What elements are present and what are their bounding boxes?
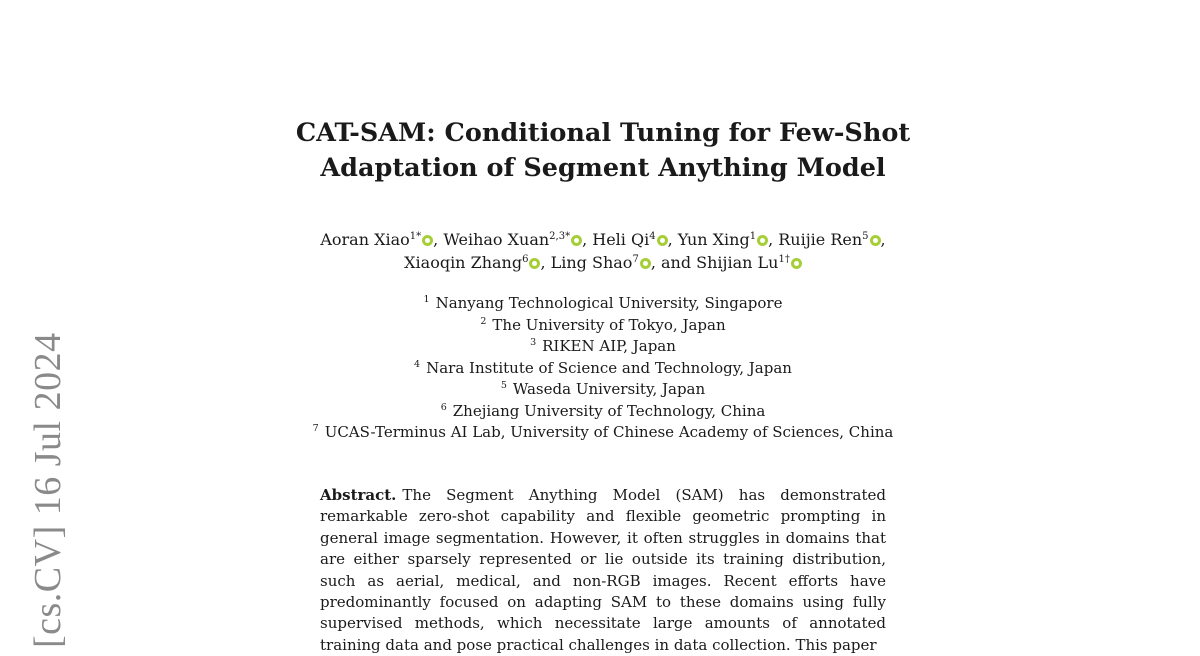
orcid-icon[interactable]: [657, 235, 668, 246]
author: [592, 230, 678, 249]
affiliation-number: 1: [423, 294, 430, 305]
author: [778, 230, 885, 249]
author: [443, 230, 592, 249]
author-affil-mark: 7: [632, 254, 639, 265]
affiliation: [260, 336, 946, 358]
author-affil-mark: 1†: [778, 254, 790, 265]
affiliation: [260, 422, 946, 444]
author-affil-mark: 6: [522, 254, 529, 265]
affiliation-number: 4: [414, 358, 421, 370]
orcid-icon[interactable]: [757, 235, 768, 246]
author-name: and Shijian Lu: [660, 253, 779, 272]
author: [404, 253, 550, 272]
orcid-icon[interactable]: [422, 235, 433, 246]
affiliation-number: 6: [440, 401, 447, 413]
orcid-icon[interactable]: [529, 258, 540, 269]
affiliation-number: 5: [500, 380, 507, 391]
author-separator: ,: [768, 230, 779, 249]
author: [661, 253, 802, 272]
arxiv-stamp: [cs.CV] 16 Jul 2024: [27, 332, 69, 648]
author-separator: ,: [650, 253, 661, 272]
author-affil-mark: 2,3*: [549, 231, 571, 242]
affiliation-text: Nara Institute of Science and Technology, Japan: [426, 358, 792, 377]
paper-title: [260, 116, 946, 186]
author-affil-mark: 1*: [409, 231, 422, 242]
affiliation: [260, 358, 946, 380]
affiliation: [260, 315, 946, 337]
affiliation-number: 7: [312, 423, 319, 434]
affiliation: [260, 379, 946, 401]
orcid-icon[interactable]: [571, 235, 582, 246]
author-name: Weihao Xuan: [443, 230, 550, 249]
orcid-icon[interactable]: [640, 258, 651, 269]
author-affil-mark: 4: [649, 231, 656, 242]
author-name: Ruijie Ren: [778, 230, 863, 249]
affiliation-number: 2: [480, 315, 487, 327]
author-affil-mark: 1: [749, 231, 757, 242]
affiliation-text: RIKEN AIP, Japan: [542, 337, 676, 355]
author-name: Xiaoqin Zhang: [404, 253, 523, 272]
abstract: [320, 485, 886, 656]
affiliation: [260, 293, 946, 315]
author-separator: ,: [667, 230, 678, 249]
author-separator: ,: [433, 230, 444, 249]
affiliation-list: [260, 293, 946, 444]
author-name: Yun Xing: [677, 230, 750, 249]
affiliation-text: Zhejiang University of Technology, China: [452, 401, 766, 420]
author-affil-mark: 5: [862, 231, 869, 242]
orcid-icon[interactable]: [870, 235, 881, 246]
author-name: Ling Shao: [550, 253, 633, 272]
author: [320, 230, 443, 249]
author-separator: ,: [582, 230, 593, 249]
affiliation-text: Nanyang Technological University, Singapore: [435, 294, 783, 312]
affiliation-text: Waseda University, Japan: [512, 380, 706, 398]
affiliation: [260, 401, 946, 423]
abstract-label: Abstract.: [320, 486, 397, 504]
title-line-2: Adaptation of Segment Anything Model: [320, 153, 886, 183]
affiliation-text: The University of Tokyo, Japan: [492, 315, 726, 334]
author-list: [260, 228, 946, 274]
author-name: Aoran Xiao: [320, 230, 410, 249]
abstract-text: The Segment Anything Model (SAM) has demonstrated remarkable zero-shot capability and flexible geometric prompting in general image segmentation. However, it often struggles in domains that are either sparsely represented or lie outside its training distribution, such as aerial, medical, and non-RGB images. Recent efforts have predominantly focused on adapting SAM to these domains using fully supervised methods, which necessitate large amounts of annotated training data and pose practical challenges in data collection. This paper: [320, 486, 886, 654]
orcid-icon[interactable]: [791, 258, 802, 269]
author-name: Heli Qi: [592, 230, 650, 249]
author-separator: ,: [880, 230, 886, 249]
affiliation-number: 3: [530, 337, 537, 348]
author: [678, 230, 778, 249]
author: [551, 253, 661, 272]
affiliation-text: UCAS-Terminus AI Lab, University of Chinese Academy of Sciences, China: [324, 423, 894, 441]
title-line-1: CAT-SAM: Conditional Tuning for Few-Shot: [295, 118, 911, 148]
author-separator: ,: [540, 253, 551, 272]
